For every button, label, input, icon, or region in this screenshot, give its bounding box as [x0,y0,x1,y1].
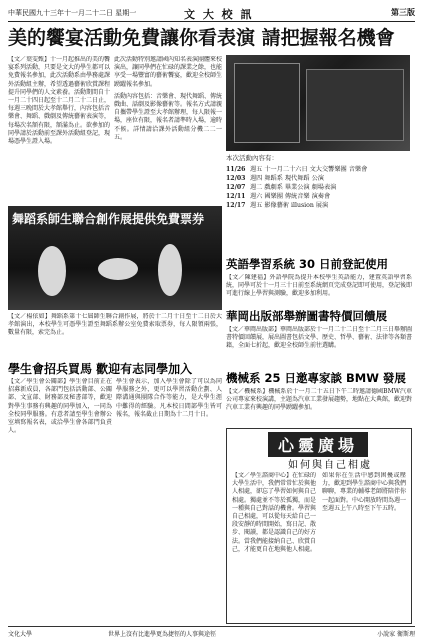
council-text: 【文／學生會公關部】學生會目前正在招募新成員，各部門包括活動部、公關部、文宣部、財務部及秘書部等，歡迎對學生事務有興趣的同學加入，一同為全校同學服務。有意者請至學生會辦公室填寫報名表，或洽學生會各部門負責人。 [8,378,112,435]
dance-photo [8,206,222,310]
article3-text: 【文／楊依如】舞蹈系第十七屆師生聯合創作展，將於十二月十日至十二日於大孝館演出，本校學生可憑學生證至舞蹈系辦公室免費索取票券，每人限領兩張，數量有限，索完為止。 [8,313,222,337]
event-date: 12/07 [226,184,246,191]
event-date: 12/11 [226,193,246,200]
photo-panel-secondary [306,69,404,141]
english-section-text: 【文／陳建福】外語學院為提升本校學生英語能力，建置英語學習系統，同學可於十一月三十日前至系統網頁完成登記即可使用，登記後即可進行線上學習與測驗，歡迎多加利用。 [226,274,412,298]
photo-panel [234,63,300,143]
event-row [226,165,410,174]
header-rule [8,21,415,22]
masthead [8,8,415,20]
masthead-date: 中華民國九十三年十一月二十二日 星期一 [8,9,137,17]
council-column2 [116,378,222,622]
heart-text2: 如果你在生活中感到困擾或壓力，歡迎到學生諮商中心與我們聊聊，專業的輔導老師將陪伴你一起面對。中心開放時間為週一至週五上午八時至下午五時。 [322,472,406,512]
event-desc: 週二 戲劇系 畢業公演 劇場表演 [250,184,337,191]
heart-section-title: 心靈廣場 [268,432,368,457]
event-row [226,201,410,210]
event-date: 12/03 [226,175,246,182]
heart-section-subtitle: 如何與自己相處 [288,460,372,471]
main-headline: 美的饗宴活動免費讓你看表演 請把握報名機會 [8,27,395,49]
footer-left: 文化大學 [8,631,33,638]
council-section-title: 學生會招兵買馬 歡迎有志同學加入 [8,362,193,376]
council-text2: 學生會表示，加入學生會除了可以為同學服務之外，更可以學習活動企劃、人際溝通與團隊合作等能力，是大學生涯中難得的經驗。凡本校日間部學生皆可報名，報名截止日期為十二月十日。 [116,378,222,418]
footer [8,626,415,637]
event-row [226,174,410,183]
article1-column2 [114,56,222,204]
event-desc: 週六 國樂團 傳統音樂 演奏會 [250,193,331,200]
event-desc: 週五 十一月二十六日 文大交響樂團 音樂會 [250,166,368,173]
event-date: 12/17 [226,202,246,209]
event-desc: 週四 舞蹈系 現代舞蹈 公演 [250,175,324,182]
article1-text2: 此次活動特別邀請國內知名表演團體來校演出，讓同學們在忙碌的課業之餘，也能享受一場豐富的藝術饗宴，歡迎全校師生踴躍報名參加。 [114,56,222,88]
english-section-title: 英語學習系統 30 日前登記使用 [226,257,389,271]
dancer-figure [158,244,182,296]
dancer-figure [98,258,138,280]
article3 [8,313,222,357]
article1-text: 【文／葉雯甄】十一月起推出的美的饗宴系列活動，只要是文大的學生都可以免費報名參加，此次活動系由學務處課外活動組主辦，希望透過藝術欣賞課程提升同學們的人文素養。活動期間自十一月二十四日起至十二月二十二日止，每週三晚間於大孝館舉行，內容包括音樂會、舞蹈、戲劇及傳統藝術表演等，每場次名額有限，額滿為止。欲參加的同學請於活動前至課外活動組登記，現場憑學生證入場。 [8,56,110,146]
event-desc: 週五 影像藝術 illusion 展演 [250,202,329,209]
footer-author: 小說家 衛斯理 [377,631,415,638]
bmw-section-title: 機械系 25 日邀專家談 BMW 發展 [226,371,406,385]
books-section-text: 【文／華岡出版部】華岡出版部於十一月二十二日至十二月三日舉辦圖書特價回饋展，展出圖書包括文學、歷史、哲學、藝術、法律等各類書籍，全面七折起，歡迎全校師生前往選購。 [226,326,412,350]
bmw-section-text: 【文／機械系】機械系於十一月二十五日下午二時邀請德國BMW汽車公司專家來校演講，主題為汽車工業發展趨勢，地點在大典館，歡迎對汽車工業有興趣的同學踴躍參加。 [226,388,412,412]
books-section-title: 華岡出版部舉辦圖書特價回饋展 [226,309,387,323]
events-header: 本次活動內容有： [226,154,278,162]
dance-photo-caption: 舞蹈系師生聯合創作展提供免費票券 [12,212,205,226]
event-photo [226,55,410,151]
edition-label: 第三版 [391,7,415,17]
masthead-title: 文 大 校 訊 [184,8,254,21]
heart-text: 【文／學生諮商中心】在忙碌的大學生活中，我們常常忙於與他人相處，卻忘了學習如何與自己相處。獨處並不等於孤獨，而是一種與自己對話的機會。學習與自己相處，可以從每天給自己一段安靜的時間開始，寫日記、散步、閱讀，都是認識自己的好方法。當我們能接納自己、欣賞自己，才能更自在地與他人相處。 [232,472,316,553]
heart-column2 [322,472,406,618]
council-column1 [8,378,112,622]
event-row [226,183,410,192]
footer-quote: 世界上沒有比進學更為捷徑的人事與途徑 [108,631,217,638]
dancer-figure [38,246,66,296]
event-row [226,192,410,201]
events-list [226,154,410,210]
article1-column1 [8,56,110,204]
heart-column1 [232,472,316,618]
event-date: 11/26 [226,166,246,173]
article2-text: 活動內容包括：音樂會、現代舞蹈、傳統戲曲、話劇及影像藝術等。報名方式請親自攜帶學生證至大孝館辦理，每人限報一場，座位有限，報名者請準時入場，逾時不候。詳情請洽課外活動組分機二二一五。 [114,92,222,141]
